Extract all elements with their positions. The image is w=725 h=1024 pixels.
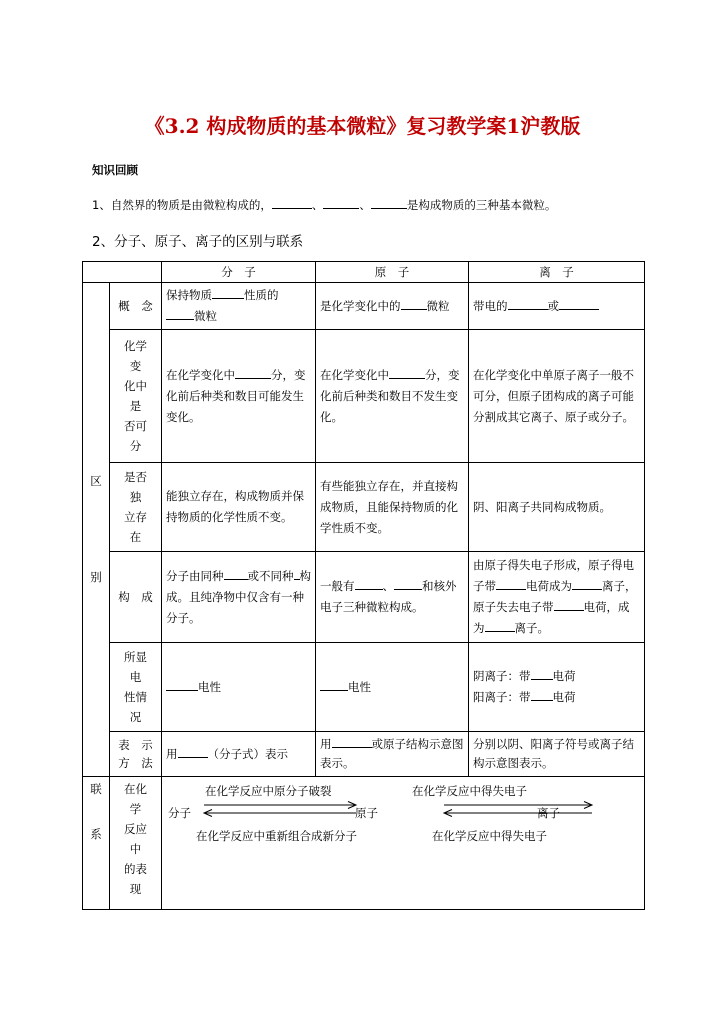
text: 电荷成为: [526, 579, 572, 593]
label-line: 表 示: [118, 738, 153, 752]
blank: [166, 678, 198, 691]
row-label-link: [110, 777, 162, 910]
text: 由原子得失电子形成，原子得电子带: [473, 558, 634, 593]
table-row: [83, 330, 645, 463]
node-ion: 离子: [537, 806, 560, 820]
blank: [531, 667, 553, 680]
group-label-difference: [83, 283, 110, 777]
cell-molecule-composition: [162, 552, 316, 643]
blank: [572, 577, 602, 590]
label-line: 的表: [124, 862, 147, 876]
text: 电性: [198, 679, 221, 694]
blank: [559, 297, 599, 310]
header-corner: [83, 262, 162, 283]
row-label-composition: 构 成: [110, 552, 162, 643]
table-row: [83, 283, 645, 330]
text: 带电的: [473, 298, 508, 313]
text: 或原子结构示意图表示。: [320, 737, 464, 770]
node-atom: 原子: [355, 806, 378, 820]
question-1: [92, 196, 556, 213]
row-label-concept: 概 念: [110, 283, 162, 330]
question-2: 2、分子、原子、离子的区别与联系: [92, 234, 304, 250]
text: 电荷，成为: [473, 600, 630, 635]
blank: [212, 286, 244, 299]
text: （分子式）表示: [207, 746, 288, 761]
text: 用: [320, 737, 332, 751]
cell-ion-composition: [469, 552, 645, 643]
blank: [320, 678, 348, 691]
cell-molecule-divisible: [162, 330, 316, 463]
blank: [224, 567, 248, 580]
q1-separator: 、: [311, 198, 324, 212]
label-line: 反应: [124, 822, 147, 836]
blank: [531, 688, 553, 701]
blank: [332, 735, 372, 748]
cell-molecule-charge: [162, 643, 316, 732]
blank: [394, 577, 422, 590]
text: 分，变化前后种类和数目可能发生变化。: [166, 367, 306, 424]
cell-atom-representation: [316, 732, 469, 777]
section-title: 知识回顾: [92, 163, 138, 177]
cell-atom-concept: [316, 283, 469, 330]
label-line: 在化: [124, 782, 147, 796]
text: 电荷: [552, 690, 576, 704]
text: 电性: [348, 679, 371, 694]
cell-ion-independent: 阴、阳离子共同构成物质。: [469, 463, 645, 552]
q1-separator: 、: [359, 198, 371, 212]
label-line: 独: [129, 490, 142, 504]
text: 离子，原子失去电子带: [473, 579, 637, 614]
table-row: [83, 643, 645, 732]
blank: [401, 297, 427, 310]
text: 阳离子：带: [473, 690, 531, 704]
label-line: 化学: [124, 339, 147, 353]
header-molecule: 分 子: [162, 262, 316, 283]
label-line: 学: [129, 802, 142, 816]
text: 保持物质: [166, 288, 212, 302]
page-title: 《3.2 构成物质的基本微粒》复习教学案1沪教版: [144, 114, 581, 138]
label-molecule-to-atom: 在化学反应中原分子破裂: [205, 784, 332, 798]
row-label-representation: [110, 732, 162, 777]
label-line: 否可: [124, 419, 147, 433]
text: 性质的: [244, 288, 279, 302]
blank: [355, 577, 383, 590]
label-line: 化中: [124, 379, 147, 393]
label-line: 中: [129, 842, 142, 856]
cell-atom-charge: [316, 643, 469, 732]
label-line: 立存: [124, 510, 147, 524]
blank: [166, 307, 194, 320]
label-ion-to-atom: 在化学反应中得失电子: [432, 829, 547, 843]
arrow-atom-ion: [444, 802, 592, 817]
q1-suffix: 是构成物质的三种基本微粒。: [406, 198, 557, 212]
group-char: 别: [90, 570, 102, 584]
label-line: 况: [129, 710, 142, 724]
table-row: [83, 463, 645, 552]
cell-atom-independent: 有些能独立存在，并直接构成物质，且能保持物质的化学性质不变。: [316, 463, 469, 552]
blank: [323, 196, 359, 209]
header-atom: 原 子: [316, 262, 469, 283]
blank: [371, 196, 407, 209]
blank: [272, 196, 312, 209]
blank: [508, 297, 548, 310]
label-line: 方 法: [118, 756, 153, 770]
text: 分子由同种: [166, 568, 224, 583]
text: 分，变化前后种类和数目不发生变化。: [320, 367, 460, 424]
text: 、: [382, 579, 394, 593]
text: 阴离子：带: [473, 669, 531, 683]
text: 或不同种: [247, 568, 294, 583]
label-atom-to-molecule: 在化学反应中重新组合成新分子: [196, 829, 357, 843]
label-line: 性情: [124, 690, 147, 704]
row-label-divisible: [110, 330, 162, 463]
text: 离子。: [514, 621, 549, 635]
cell-atom-composition: [316, 552, 469, 643]
group-char: 区: [90, 474, 102, 488]
table-row: [83, 552, 645, 643]
cell-ion-charge: [469, 643, 645, 732]
group-label-link: [83, 777, 110, 910]
cell-molecule-independent: 能独立存在，构成物质并保持物质的化学性质不变。: [162, 463, 316, 552]
link-diagram-cell: [162, 777, 645, 910]
text: 用: [166, 746, 178, 761]
blank: [485, 619, 515, 632]
header-ion: 离 子: [469, 262, 645, 283]
text: 和核外电子三种微粒构成。: [320, 579, 457, 614]
label-line: 在: [129, 530, 142, 544]
group-char: 联: [90, 782, 102, 796]
cell-ion-concept: [469, 283, 645, 330]
label-line: 是否: [124, 470, 147, 484]
cell-molecule-representation: [162, 732, 316, 777]
text: 微粒: [194, 309, 217, 323]
label-line: 变: [129, 359, 142, 373]
node-molecule: 分子: [168, 806, 191, 820]
row-label-independent: [110, 463, 162, 552]
row-label-charge: [110, 643, 162, 732]
label-line: 分: [129, 439, 142, 453]
label-line: 是: [129, 399, 142, 413]
text: 在化学变化中: [320, 367, 389, 382]
text: 一般有: [320, 579, 355, 593]
blank: [178, 745, 208, 758]
text: 或: [547, 298, 559, 313]
blank: [554, 598, 584, 611]
label-line: 现: [129, 882, 142, 896]
arrow-molecule-atom: [204, 802, 356, 817]
cell-ion-divisible: 在化学变化中单原子离子一般不可分，但原子团构成的离子可能分割成其它离子、原子或分子。: [469, 330, 645, 463]
label-line: 所显: [124, 650, 147, 664]
text: 微粒: [426, 298, 450, 313]
table-row: [83, 732, 645, 777]
label-line: 电: [129, 670, 142, 684]
blank: [389, 366, 425, 379]
comparison-table: [82, 261, 645, 910]
cell-atom-divisible: [316, 330, 469, 463]
text: 电荷: [552, 669, 576, 683]
text: 在化学变化中: [166, 367, 235, 382]
blank: [235, 366, 271, 379]
text: 是化学变化中的: [320, 298, 401, 313]
label-atom-to-ion: 在化学反应中得失电子: [412, 784, 527, 798]
reaction-arrows: [162, 777, 642, 909]
group-char: 系: [90, 827, 102, 841]
cell-ion-representation: 分别以阴、阳离子符号或离子结构示意图表示。: [469, 732, 645, 777]
table-header-row: [83, 262, 645, 283]
blank: [496, 577, 526, 590]
q1-prefix: 1、自然界的物质是由微粒构成的，: [92, 198, 272, 212]
text: 构成。且纯净物中仅含有一种分子。: [166, 568, 311, 625]
cell-molecule-concept: [162, 283, 316, 330]
table-row-link: [83, 777, 645, 910]
